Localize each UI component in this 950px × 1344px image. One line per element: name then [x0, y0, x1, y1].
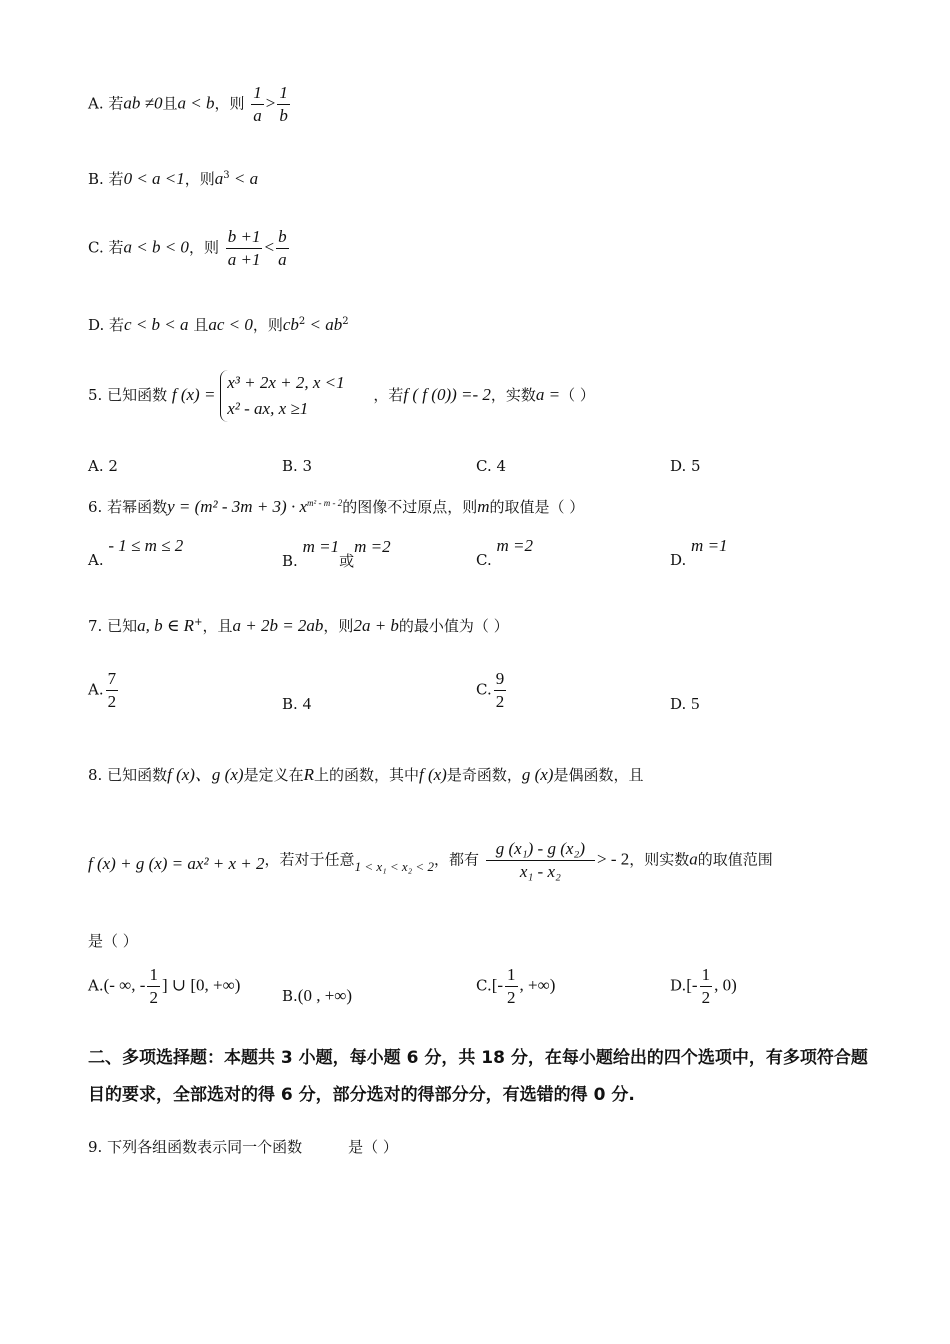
q7-option-a: A. $\frac{7}{2}$	[88, 669, 117, 711]
q8-option-d: D.[- $\frac{1}{2}$ , 0)	[670, 965, 737, 1007]
q6-option-b: B. m =1或m =2	[282, 537, 391, 570]
question-6: 6. 若幂函数$y = (m^2 - 3m + 3) \cdot x^{m^2 - m - 2}$的图像不过原点，则m的取值是（ ）	[88, 497, 585, 516]
q6-option-d: D. m =1	[670, 536, 728, 569]
fraction: $\frac{b +1}{a +1}$	[227, 227, 261, 269]
question-8-stem: 8. 已知函数f (x)、g (x)是定义在R上的函数，其中f (x)是奇函数，g (x)是偶函数，且	[88, 765, 644, 784]
question-7: 7. 已知a, b ∈ R+，且a + 2b = 2ab，则2a + b的最小值为（ ）	[88, 616, 509, 635]
fraction: $\frac{1}{b}$	[279, 83, 288, 125]
q5-option-a: A. 2	[88, 457, 118, 475]
q8-option-a: A.(- ∞, - $\frac{1}{2}$ ] ∪ [0, +∞)	[88, 965, 241, 1007]
question-8-tail: 是（ ）	[88, 932, 138, 950]
q6-option-c: C. m =2	[476, 536, 533, 569]
q7-option-c: C. $\frac{9}{2}$	[476, 669, 505, 711]
q4-option-c: C. 若a < b < 0，则 $\frac{b +1}{a +1}$ < $\frac{b}{a}$	[88, 227, 287, 269]
question-8-condition: f (x) + g (x) = ax² + x + 2，若对于任意1 < x₁ < x₂ < 2，都有 $\frac{\text{g (x₁) - g (x₂)}}{\text{x₁ - x₂}}$ > - 2，则实数a的取值范围	[88, 839, 773, 881]
question-9: 9. 下列各组函数表示同一个函数 是（ ）	[88, 1138, 398, 1156]
q7-option-d: D. 5	[670, 694, 700, 713]
fraction: $\frac{\text{g (x₁) - g (x₂)}}{\text{x₁ - x₂}}$	[486, 838, 595, 883]
q8-option-c: C.[- $\frac{1}{2}$ , +∞)	[476, 965, 556, 1007]
q4-option-a: A. 若ab ≠0且a < b，则 $\frac{1}{a}$ > $\frac{1}{b}$	[88, 83, 288, 125]
fraction: $\frac{b}{a}$	[278, 227, 287, 269]
q5-option-b: B. 3	[282, 457, 313, 475]
fraction: $\frac{1}{a}$	[253, 83, 262, 125]
q5-option-d: D. 5	[670, 457, 701, 475]
section-heading: 二、多项选择题：本题共 3 小题，每小题 6 分，共 18 分，在每小题给出的四个选项中，有多项符合题目的要求，全部选对的得 6 分，部分选对的得部分分，有选错的得 0 分.	[88, 1048, 868, 1105]
piecewise-brace: x³ + 2x + 2, x <1 x² - ax, x ≥1	[220, 370, 344, 422]
q8-option-b: B.(0 , +∞)	[282, 986, 353, 1005]
q4-option-d: D. 若c < b < a 且ac < 0，则$cb^2 < ab^2$	[88, 315, 349, 334]
q4-option-b: B. 若0 < a <1，则$a^3 < a$	[88, 169, 259, 188]
question-5: 5. 已知函数 f (x) = x³ + 2x + 2, x <1 x² - ax, x ≥1 ，若f ( f (0)) =- 2，实数a =（ ）	[88, 370, 595, 422]
q7-option-b: B. 4	[282, 694, 312, 713]
q6-option-a: A. - 1 ≤ m ≤ 2	[88, 536, 184, 569]
q5-option-c: C. 4	[476, 457, 507, 475]
